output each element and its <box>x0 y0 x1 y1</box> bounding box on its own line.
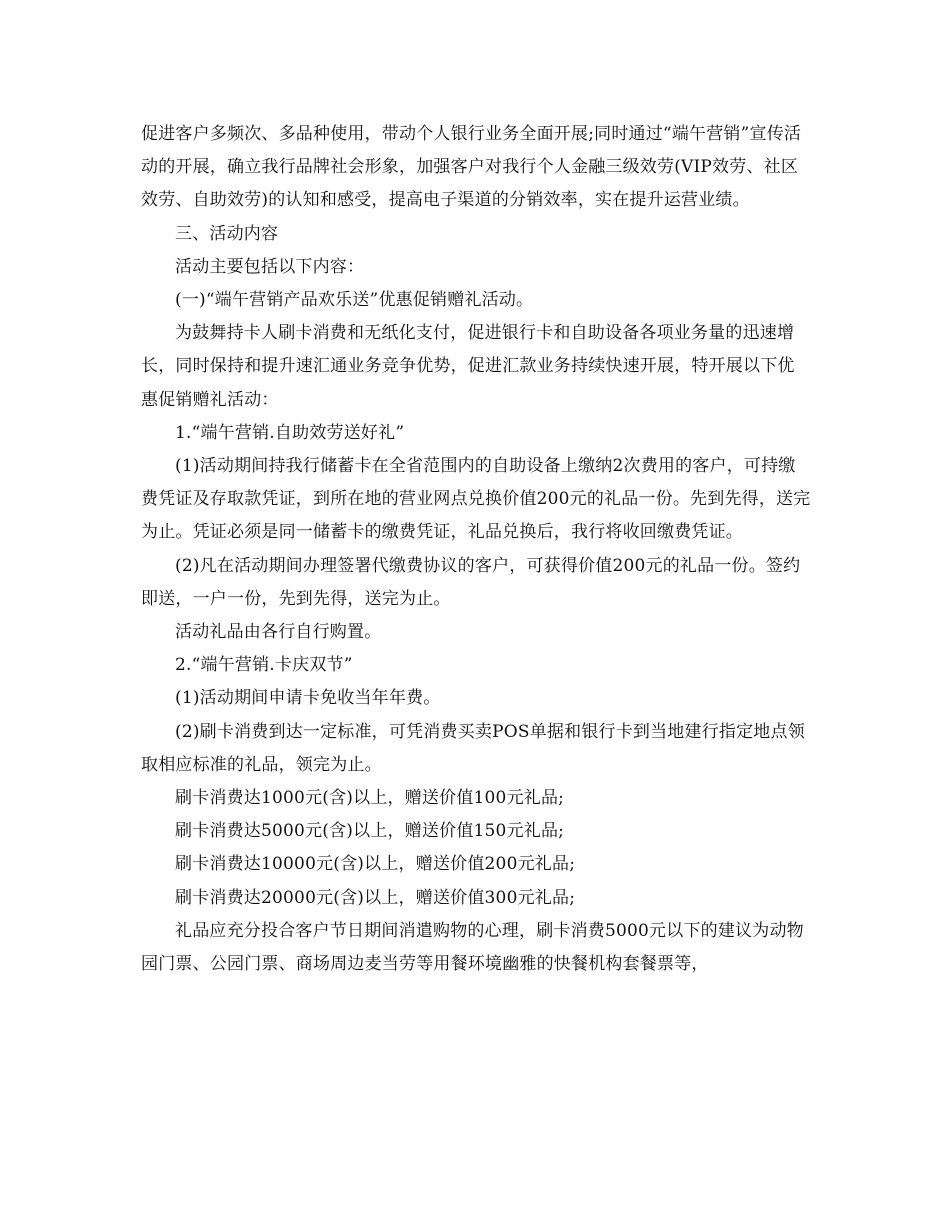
paragraph-card-rule-1: (1)活动期间申请卡免收当年年费。 <box>175 688 441 709</box>
item-heading-card-celebration: 2.“端午营销.卡庆双节” <box>175 655 353 676</box>
paragraph-activity-summary: 活动主要包括以下内容： <box>175 256 365 277</box>
subsection-heading-promotion: (一)“端午营销产品欢乐送”优惠促销赠礼活动。 <box>175 290 534 311</box>
paragraph-promotion-purpose: 为鼓舞持卡人刷卡消费和无纸化支付，促进银行卡和自助设备各项业务量的迅速增长，同时保持和提升速汇通业务竞争优势，促进汇款业务持续快速开展，特开展以下优惠促销赠礼活动： <box>141 323 795 410</box>
item-heading-self-service-gift: 1.“端午营销.自助效劳送好礼” <box>175 422 405 443</box>
paragraph-self-service-rule-2: (2)凡在活动期间办理签署代缴费协议的客户，可获得价值200元的礼品一份。签约即送，一户一份，先到先得，送完为止。 <box>141 555 801 609</box>
section-heading-activity-content: 三、活动内容 <box>175 223 279 244</box>
paragraph-gift-purchase-note: 活动礼品由各行自行购置。 <box>175 622 382 643</box>
document-body <box>141 118 811 981</box>
list-item-spend-20000: 刷卡消费达20000元(含)以上，赠送价值300元礼品; <box>175 887 576 908</box>
paragraph-self-service-rule-1: (1)活动期间持我行储蓄卡在全省范围内的自助设备上缴纳2次费用的客户，可持缴费凭证及存取款凭证，到所在地的营业网点兑换价值200元的礼品一份。先到先得，送完为止。凭证必须是同一储蓄卡的缴费凭证，礼品兑换后，我行将收回缴费凭证。 <box>141 456 811 543</box>
paragraph-gift-suggestion: 礼品应充分投合客户节日期间消遣购物的心理，刷卡消费5000元以下的建议为动物园门票、公园门票、商场周边麦当劳等用餐环境幽雅的快餐机构套餐票等， <box>141 920 804 975</box>
list-item-spend-10000: 刷卡消费达10000元(含)以上，赠送价值200元礼品; <box>175 854 576 875</box>
list-item-spend-1000: 刷卡消费达1000元(含)以上，赠送价值100元礼品; <box>175 788 565 809</box>
paragraph-intro-continuation: 促进客户多频次、多品种使用，带动个人银行业务全面开展;同时通过“端午营销”宣传活动的开展，确立我行品牌社会形象，加强客户对我行个人金融三级效劳(VIP效劳、社区效劳、自助效劳)的认知和感受，提高电子渠道的分销效率，实在提升运营业绩。 <box>141 124 802 211</box>
paragraph-card-rule-2: (2)刷卡消费到达一定标准，可凭消费买卖POS单据和银行卡到当地建行指定地点领取相应标准的礼品，领完为止。 <box>141 721 805 775</box>
list-item-spend-5000: 刷卡消费达5000元(含)以上，赠送价值150元礼品; <box>175 821 565 842</box>
